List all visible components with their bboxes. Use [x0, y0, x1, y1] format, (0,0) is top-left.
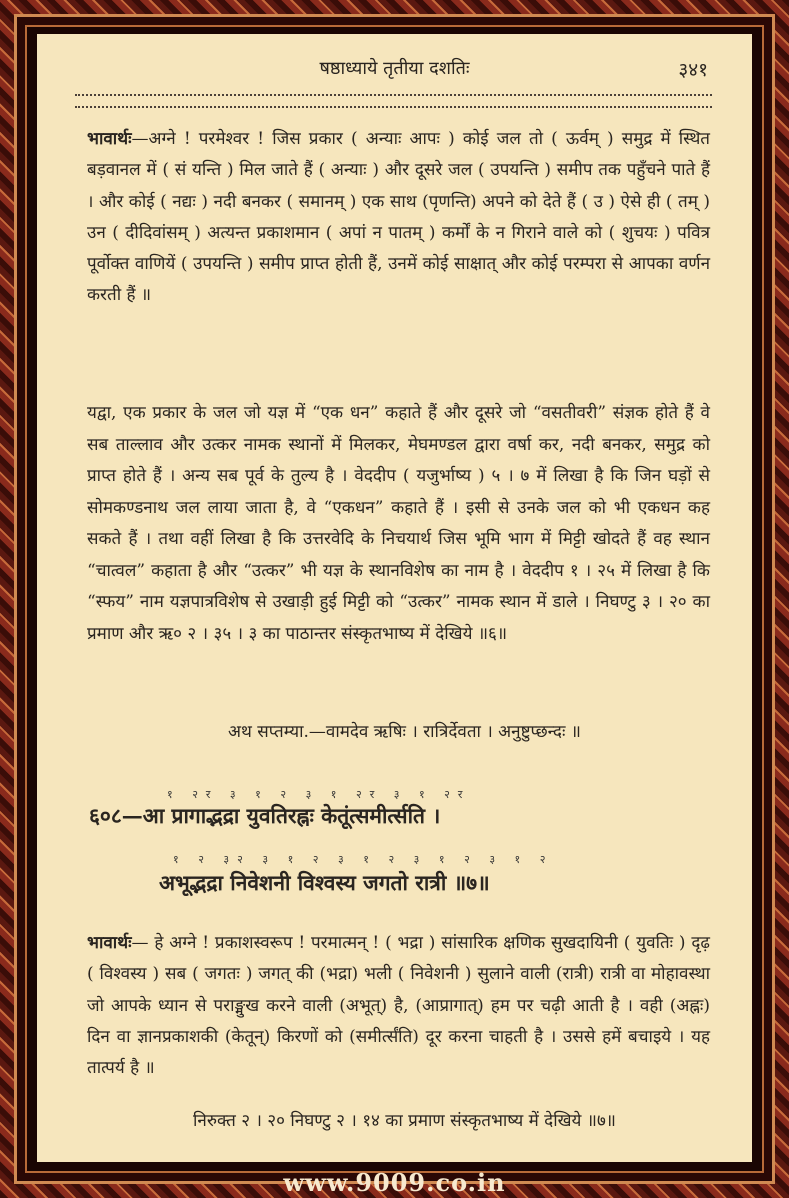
paragraph-bhavarth-2	[87, 928, 710, 1084]
paragraph-text: —अग्ने ! परमेश्वर ! जिस प्रकार ( अन्याः आपः ) कोई जल तो ( ऊर्वम् ) समुद्र में स्थित बड़वानल में ( सं यन्ति ) मिल जाते हैं ( अन्याः ) और दूसरे जल ( उपयन्ति ) समीप तक पहुँचने पाते हैं । और कोई ( नद्यः ) नदी बनकर ( समानम् ) एक साथ (पृणन्ति) अपने को देते हैं ( उ ) ऐसे ही ( तम् ) उन ( दीदिवांसम् ) अत्यन्त प्रकाशमान ( अपां न पातम् ) कर्मों के न गिराने वाले को ( शुचयः ) पवित्र पूर्वोक्त वाणियें ( उपयन्ति ) समीप प्राप्त होती हैं, उनमें कोई साक्षात् और कोई परम्परा से आपका वर्णन करती हैं ॥	[87, 129, 710, 306]
reference-note: निरुक्त २ । २० निघण्टु २ । १४ का प्रमाण संस्कृतभाष्य में देखिये ॥७॥	[193, 1111, 616, 1131]
bhavarth-label: भावार्थः	[87, 129, 132, 149]
paragraph-text: — हे अग्ने ! प्रकाशस्वरूप ! परमात्मन् ! ( भद्रा ) सांसारिक क्षणिक सुखदायिनी ( युवतिः ) दृढ़ ( विश्वस्य ) सब ( जगतः ) जगत् की (भद्रा) भली ( निवेशनी ) सुलाने वाली (रात्री) रात्री वा मोहावस्था जो आपके ध्यान से पराङ्मुख करने वाली (अभूत्) है, (आप्रागात्) हम पर चढ़ी आती है । वही (अह्नः) दिन वा ज्ञानप्रकाशकी (केतून्) किरणों को (समीर्त्संति) दूर करना चाहती है । उससे हमें बचाइये । यह तात्पर्य है ॥	[87, 933, 710, 1079]
page-title: षष्ठाध्याये तृतीया दशतिः	[319, 58, 470, 79]
book-page	[37, 34, 752, 1162]
header-divider	[75, 94, 712, 108]
svara-marks-line-1: १ २र ३ १ २ ३ १ २र ३ १ २र	[167, 788, 471, 801]
svara-marks-line-2: १ २ ३२ ३ १ २ ३ १ २ ३ १ २ ३ १ २	[173, 853, 554, 866]
page-number: ३४१	[678, 59, 708, 81]
paragraph-explanation: यद्वा, एक प्रकार के जल जो यज्ञ में “एक धन” कहाते हैं और दूसरे जो “वसतीवरी” संज्ञक होते हैं वे सब ताल्लाव और उत्कर नामक स्थानों में मिलकर, मेघमण्डल द्वारा वर्षा कर, नदी बनकर, समुद्र को प्राप्त होते हैं । अन्य सब पूर्व के तुल्य है । वेददीप ( यजुर्भाष्य ) ५ । ७ में लिखा है कि जिन घड़ों से सोमकण्डनाथ जल लाया जाता है, वे “एकधन” कहाते हैं । इसी से उनके जल को भी एकधन कह सकते हैं । तथा वहीं लिखा है कि उत्तरवेदि के निचयार्थ जिस भूमि भाग में मिट्टी खोदते हैं वह स्थान “चात्वल” कहाता है और “उत्कर” भी यज्ञ के स्थानविशेष का नाम है । वेददीप १ । २५ में लिखा है कि “स्फय” नाम यज्ञपात्रविशेष से उखाड़ी हुई मिट्टी को “उत्कर” नामक स्थान में डाले । निघण्टु ३ । २० का प्रमाण और ऋ० २ । ३५ । ३ का पाठान्तर संस्कृतभाष्य में देखिये ॥६॥	[87, 403, 710, 644]
page-header	[37, 52, 752, 80]
bhavarth-label: भावार्थः	[87, 933, 132, 953]
watermark-url[interactable]: www.9009.co.in	[283, 1168, 506, 1197]
mantra-line-2: अभूद्भद्रा निवेशनी विश्वस्य जगतो रात्री ॥७॥	[159, 870, 490, 895]
mantra-line-1: ६०८—आ प्रागाद्भद्रा युवतिरह्नः केतूंत्समीर्त्सति ।	[89, 803, 441, 828]
mantra-intro: अथ सप्तम्या.—वामदेव ऋषिः । रात्रिर्देवता । अनुष्टुप्छन्दः ॥	[228, 722, 581, 742]
paragraph-bhavarth-1	[87, 124, 710, 312]
